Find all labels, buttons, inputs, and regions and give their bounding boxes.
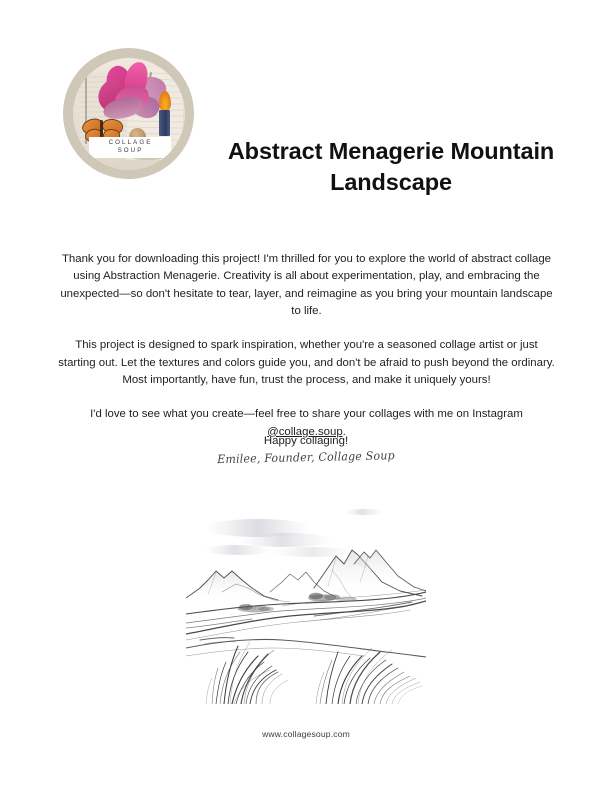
- mountain-landscape-sketch: [186, 492, 426, 704]
- page-title: Abstract Menagerie Mountain Landscape: [227, 138, 555, 196]
- candle-icon: [159, 110, 170, 136]
- closing-line: Happy collaging!: [263, 435, 349, 447]
- inspiration-paragraph: This project is designed to spark inspiration, whether you're a seasoned collage artist or just starting out. Let the textures and colors guide you, and don't be afraid to push beyond the ordinary. Most importantly, have fun, trust the process, and make it uniquely yours!: [58, 339, 555, 386]
- instagram-handle-link[interactable]: @collage.soup: [267, 425, 343, 438]
- foreground-grass-left: [206, 642, 288, 704]
- intro-paragraph: Thank you for downloading this project! I'm thrilled for you to explore the world of abstract collage using Abstraction Menagerie. Creativity is all about experimentation, play, and embracing the unexpected—so don't hesitate to tear, layer, and reimagine as you bring your mountain landscape to life.: [60, 253, 553, 317]
- foreground-ridge: [186, 638, 426, 657]
- foreground-grass-right: [316, 648, 422, 704]
- logo-wordmark-line-2: SOUP: [117, 147, 144, 155]
- footer-website[interactable]: www.collagesoup.com: [262, 729, 350, 739]
- candle-flame-icon: [159, 91, 171, 111]
- logo-wordmark-line-1: COLLAGE: [108, 138, 153, 146]
- signoff-block: [0, 434, 612, 467]
- logo-wordmark: [89, 137, 171, 158]
- document-header: [0, 48, 612, 213]
- document-body: [58, 251, 555, 441]
- instagram-intro-text: I'd love to see what you create—feel free to share your collages with me on Instagram: [90, 408, 523, 421]
- collage-soup-logo: [63, 48, 194, 179]
- instagram-suffix-text: .: [342, 425, 346, 438]
- handwritten-signature: Emilee, Founder, Collage Soup: [217, 448, 395, 467]
- logo-artwork: [73, 58, 185, 170]
- sky-clouds: [204, 509, 384, 557]
